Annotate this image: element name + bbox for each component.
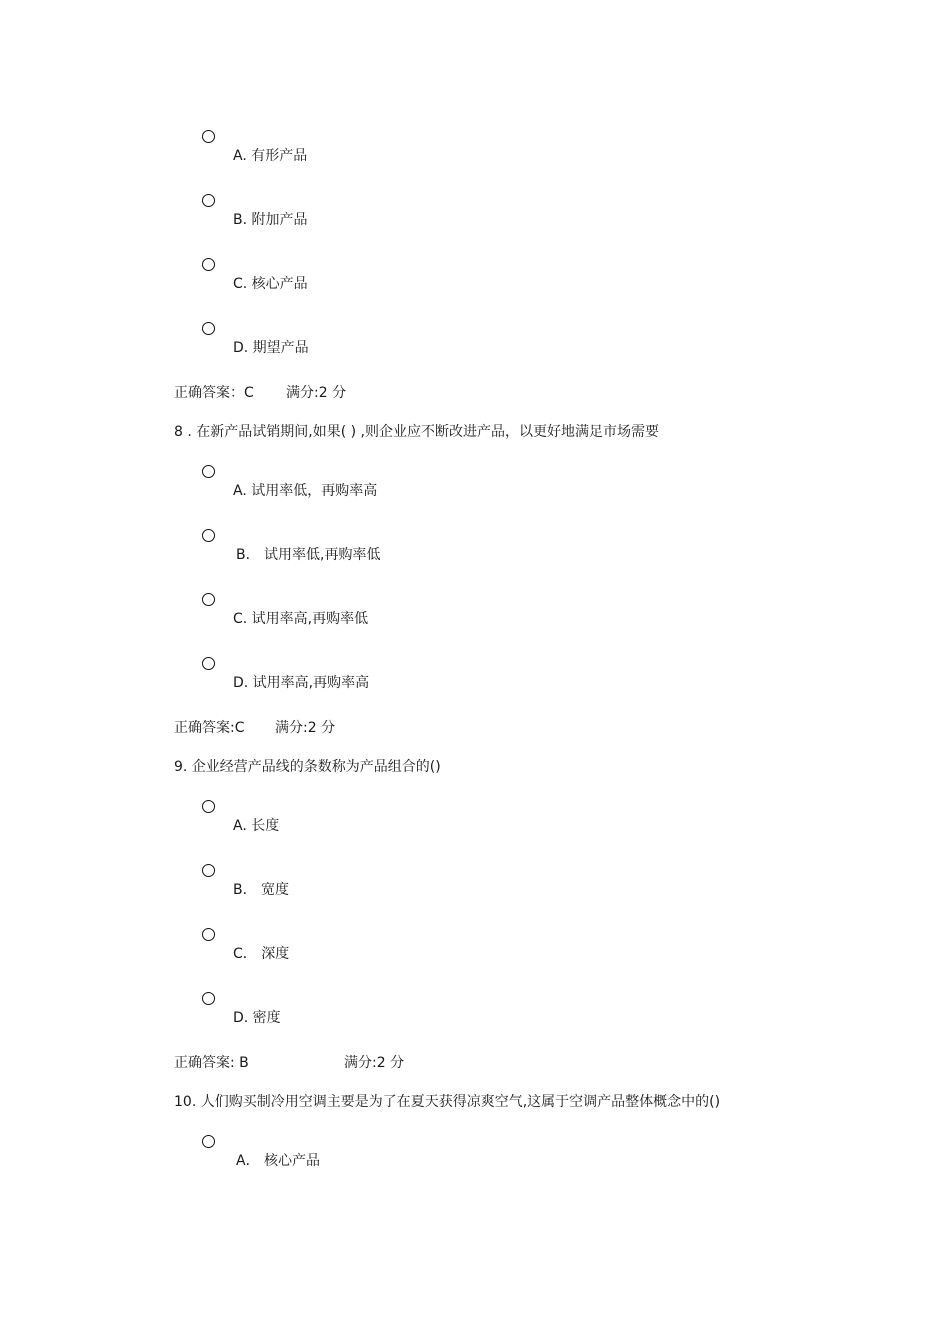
q7-option-d-label: D. 期望产品	[233, 340, 309, 356]
q9-score: 满分:2 分	[344, 1055, 405, 1071]
q9-option-c-radio[interactable]	[202, 928, 215, 941]
q8-option-a-label: A. 试用率低，再购率高	[233, 483, 378, 499]
q8-option-d-radio[interactable]	[202, 657, 215, 670]
q7-correct-answer: 正确答案：C	[174, 385, 254, 401]
q9-option-a-radio[interactable]	[202, 800, 215, 813]
q9-option-b-label: B． 宽度	[233, 882, 290, 898]
q8-option-d-label: D. 试用率高,再购率高	[233, 675, 370, 691]
q7-option-d-radio[interactable]	[202, 322, 215, 335]
q10-question-text: 10. 人们购买制冷用空调主要是为了在夏天获得凉爽空气,这属于空调产品整体概念中的()	[174, 1094, 721, 1110]
q9-option-a-label: A. 长度	[233, 818, 280, 834]
q7-option-c-radio[interactable]	[202, 258, 215, 271]
q9-option-d-label: D. 密度	[233, 1010, 281, 1026]
q8-option-b-label: B． 试用率低,再购率低	[236, 547, 381, 563]
q9-option-b-radio[interactable]	[202, 864, 215, 877]
q8-score: 满分:2 分	[275, 720, 336, 736]
q8-option-c-radio[interactable]	[202, 593, 215, 606]
q9-option-d-radio[interactable]	[202, 992, 215, 1005]
q8-option-c-label: C. 试用率高,再购率低	[233, 611, 369, 627]
q9-option-c-label: C． 深度	[233, 946, 290, 962]
q9-correct-answer: 正确答案: B	[174, 1055, 249, 1071]
q7-option-b-label: B. 附加产品	[233, 212, 308, 228]
q8-question-text: 8 . 在新产品试销期间,如果( ) ,则企业应不断改进产品，以更好地满足市场需要	[174, 424, 659, 440]
q7-option-a-label: A. 有形产品	[233, 148, 308, 164]
q7-score: 满分:2 分	[286, 385, 347, 401]
q7-option-a-radio[interactable]	[202, 130, 215, 143]
q9-question-text: 9. 企业经营产品线的条数称为产品组合的()	[174, 759, 441, 775]
q8-correct-answer: 正确答案:C	[174, 720, 245, 736]
q8-option-a-radio[interactable]	[202, 465, 215, 478]
q7-option-b-radio[interactable]	[202, 194, 215, 207]
q10-option-a-label: A． 核心产品	[236, 1153, 321, 1169]
q7-option-c-label: C. 核心产品	[233, 276, 308, 292]
q10-option-a-radio[interactable]	[202, 1135, 215, 1148]
q8-option-b-radio[interactable]	[202, 529, 215, 542]
